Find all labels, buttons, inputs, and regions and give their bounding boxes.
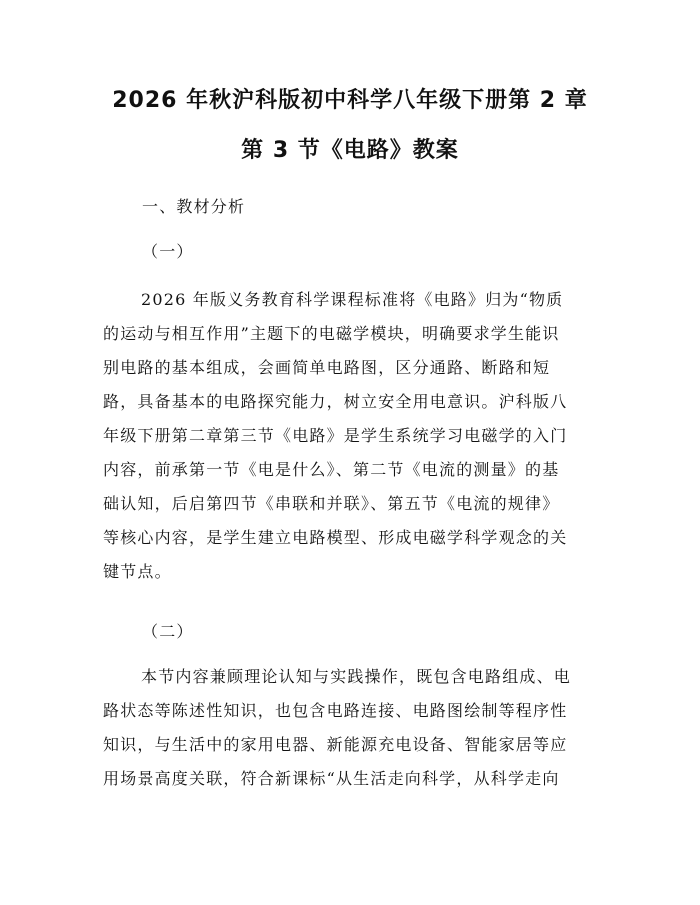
paragraph-line: 内容，前承第一节《电是什么》、第二节《电流的测量》的基	[103, 460, 560, 479]
paragraph-line: 知识，与生活中的家用电器、新能源充电设备、智能家居等应	[103, 735, 568, 754]
paragraph-line: 础认知，后启第四节《串联和并联》、第五节《电流的规律》	[103, 494, 560, 513]
paragraph-line: 的运动与相互作用”主题下的电磁学模块，明确要求学生能识	[103, 324, 560, 343]
sub-heading-1: （一）	[142, 242, 194, 261]
paragraph-line: 2026 年版义务教育科学课程标准将《电路》归为“物质	[141, 290, 564, 309]
paragraph-line: 用场景高度关联，符合新课标“从生活走向科学，从科学走向	[103, 769, 560, 788]
paragraph-line: 等核心内容，是学生建立电路模型、形成电磁学科学观念的关	[103, 528, 568, 547]
paragraph-line: 路，具备基本的电路探究能力，树立安全用电意识。沪科版八	[103, 392, 568, 411]
paragraph-line: 年级下册第二章第三节《电路》是学生系统学习电磁学的入门	[103, 426, 568, 445]
paragraph-line: 本节内容兼顾理论认知与实践操作，既包含电路组成、电	[141, 667, 572, 686]
sub-heading-2: （二）	[142, 622, 194, 641]
paragraph-line: 路状态等陈述性知识，也包含电路连接、电路图绘制等程序性	[103, 701, 568, 720]
paragraph-2	[103, 660, 600, 796]
paragraph-1	[103, 283, 600, 589]
paragraph-line: 键节点。	[103, 562, 172, 581]
document-title-line-2: 第 3 节《电路》教案	[241, 138, 459, 163]
paragraph-line: 别电路的基本组成，会画简单电路图，区分通路、断路和短	[103, 358, 551, 377]
section-heading: 一、教材分析	[142, 197, 246, 216]
document-title-line-1: 2026 年秋沪科版初中科学八年级下册第 2 章	[112, 88, 588, 113]
